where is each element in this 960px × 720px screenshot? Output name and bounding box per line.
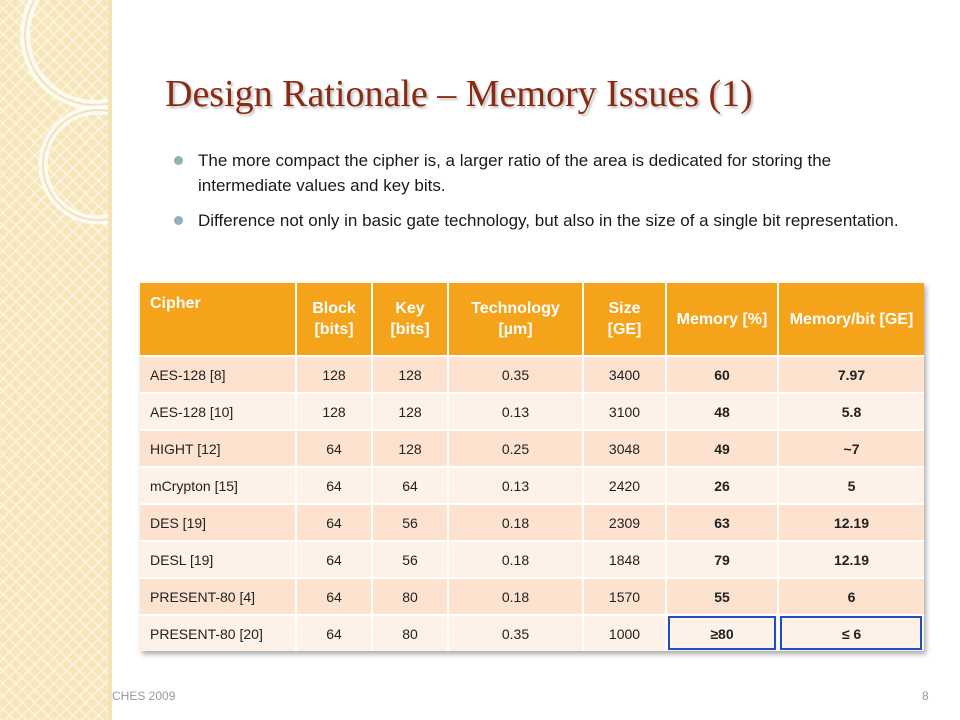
table-row xyxy=(140,541,924,578)
slide-title: Design Rationale – Memory Issues (1) xyxy=(165,73,753,115)
table-row xyxy=(140,615,924,651)
decorative-circles xyxy=(0,0,108,720)
header-key: Key [bits] xyxy=(372,283,448,356)
header-size: Size [GE] xyxy=(583,283,666,356)
cell-size: 3100 xyxy=(583,393,666,430)
cell-technology: 0.18 xyxy=(448,504,583,541)
cell-memory: ≥80 xyxy=(666,615,778,651)
cell-key: 80 xyxy=(372,578,448,615)
cell-size: 1570 xyxy=(583,578,666,615)
header-memory-per-bit: Memory/bit [GE] xyxy=(778,283,924,356)
cell-block: 128 xyxy=(296,393,372,430)
cell-block: 64 xyxy=(296,578,372,615)
cell-memory: 26 xyxy=(666,467,778,504)
cell-memory-per-bit: ≤ 6 xyxy=(778,615,924,651)
header-memory: Memory [%] xyxy=(666,283,778,356)
cell-technology: 0.35 xyxy=(448,615,583,651)
cell-technology: 0.13 xyxy=(448,467,583,504)
cell-key: 128 xyxy=(372,430,448,467)
cell-size: 2420 xyxy=(583,467,666,504)
cell-block: 64 xyxy=(296,541,372,578)
cell-cipher: DESL [19] xyxy=(140,541,296,578)
header-technology: Technology [µm] xyxy=(448,283,583,356)
bullet-text: Difference not only in basic gate technology, but also in the size of a single bit representation. xyxy=(198,211,899,230)
cell-memory: 63 xyxy=(666,504,778,541)
cell-memory-per-bit: ~7 xyxy=(778,430,924,467)
cell-technology: 0.18 xyxy=(448,541,583,578)
cell-memory-per-bit: 5.8 xyxy=(778,393,924,430)
cell-memory-per-bit: 12.19 xyxy=(778,541,924,578)
cell-size: 2309 xyxy=(583,504,666,541)
bullet-dot-icon xyxy=(174,156,183,165)
cell-block: 64 xyxy=(296,504,372,541)
cell-cipher: HIGHT [12] xyxy=(140,430,296,467)
cell-block: 64 xyxy=(296,615,372,651)
cell-key: 128 xyxy=(372,393,448,430)
cell-memory: 60 xyxy=(666,356,778,393)
table-row xyxy=(140,430,924,467)
cell-technology: 0.25 xyxy=(448,430,583,467)
footer-conference: CHES 2009 xyxy=(112,689,176,703)
cell-memory-per-bit: 5 xyxy=(778,467,924,504)
bullet-dot-icon xyxy=(174,216,183,225)
cell-size: 1000 xyxy=(583,615,666,651)
cell-key: 56 xyxy=(372,504,448,541)
cell-technology: 0.18 xyxy=(448,578,583,615)
decorative-side-strip xyxy=(0,0,109,720)
table-row xyxy=(140,504,924,541)
table-row xyxy=(140,356,924,393)
page-number: 8 xyxy=(922,689,929,703)
cell-memory: 49 xyxy=(666,430,778,467)
cell-block: 128 xyxy=(296,356,372,393)
header-cipher: Cipher xyxy=(140,283,296,356)
cell-memory-per-bit: 6 xyxy=(778,578,924,615)
cell-memory: 55 xyxy=(666,578,778,615)
cell-block: 64 xyxy=(296,430,372,467)
cell-key: 80 xyxy=(372,615,448,651)
cell-key: 64 xyxy=(372,467,448,504)
cell-key: 128 xyxy=(372,356,448,393)
cell-technology: 0.13 xyxy=(448,393,583,430)
table-header-row xyxy=(140,283,924,356)
table-body xyxy=(140,356,924,651)
cell-cipher: mCrypton [15] xyxy=(140,467,296,504)
table-row xyxy=(140,467,924,504)
cell-memory-per-bit: 7.97 xyxy=(778,356,924,393)
table-row xyxy=(140,578,924,615)
cipher-comparison-table xyxy=(140,283,924,651)
cell-cipher: DES [19] xyxy=(140,504,296,541)
bullet-list xyxy=(172,148,922,243)
accent-line xyxy=(108,0,112,720)
cell-cipher: PRESENT-80 [4] xyxy=(140,578,296,615)
cell-memory: 48 xyxy=(666,393,778,430)
cell-size: 3400 xyxy=(583,356,666,393)
cell-memory-per-bit: 12.19 xyxy=(778,504,924,541)
cell-cipher: PRESENT-80 [20] xyxy=(140,615,296,651)
table-row xyxy=(140,393,924,430)
cell-memory: 79 xyxy=(666,541,778,578)
cell-key: 56 xyxy=(372,541,448,578)
bullet-text: The more compact the cipher is, a larger ratio of the area is dedicated for storing the intermediate values and key bits. xyxy=(198,151,832,195)
bullet-item xyxy=(172,148,922,198)
header-block: Block [bits] xyxy=(296,283,372,356)
cell-size: 1848 xyxy=(583,541,666,578)
cell-technology: 0.35 xyxy=(448,356,583,393)
cell-block: 64 xyxy=(296,467,372,504)
cell-cipher: AES-128 [8] xyxy=(140,356,296,393)
bullet-item xyxy=(172,208,922,233)
cell-size: 3048 xyxy=(583,430,666,467)
cell-cipher: AES-128 [10] xyxy=(140,393,296,430)
